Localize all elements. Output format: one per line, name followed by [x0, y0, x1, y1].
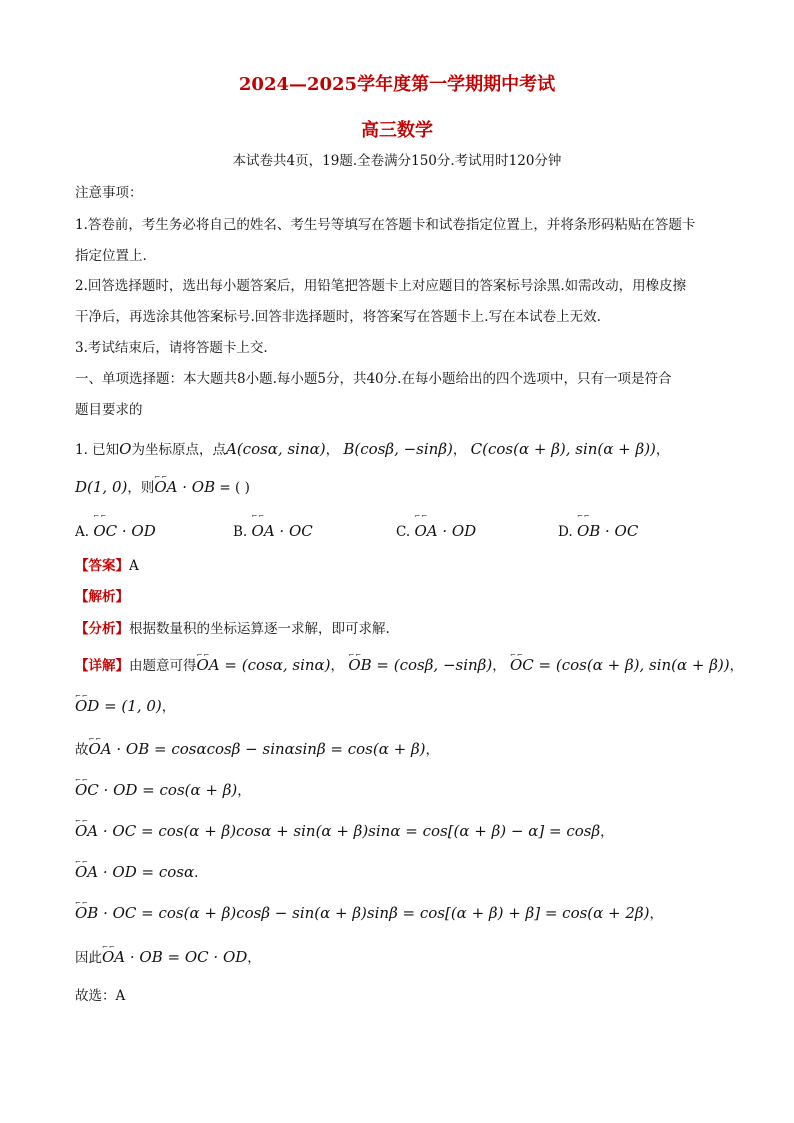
- section-heading-line-1: 一、单项选择题：本大题共8小题.每小题5分，共40分.在每小题给出的四个选项中，只有一项是符合: [75, 371, 672, 387]
- section-heading-line-2: 题目要求的: [75, 402, 143, 418]
- option-b-expr: ⌐⌐ OA · OC: [252, 522, 313, 540]
- notice-item-3: 3.考试结束后，请将答题卡上交.: [75, 340, 268, 356]
- equation-3-expr: ⌐⌐ OA · OC = cos(α + β)cosα + sin(α + β)sinα = cos[(α + β) − α] = cosβ: [75, 822, 600, 840]
- vector-ob: ⌐⌐ OB = (cosβ, −sinβ): [348, 656, 492, 674]
- equation-1-expr: ⌐⌐ OA · OB = cosαcosβ − sinαsinβ = cos(α + β): [89, 740, 426, 758]
- answer-line: [75, 557, 139, 575]
- question-1-then: ，则: [127, 480, 155, 496]
- final-answer: 故选：A: [75, 988, 126, 1004]
- option-c-expr: ⌐⌐ OA · OD: [414, 522, 476, 540]
- gu-text: 故: [75, 742, 89, 758]
- exam-subject: 高三数学: [361, 120, 433, 141]
- point-c: C(cos(α + β), sin(α + β)): [470, 440, 656, 458]
- point-b: B(cosβ, −sinβ): [343, 440, 453, 458]
- conclusion-expr: ⌐⌐ OA · OB = OC · OD: [102, 948, 247, 966]
- question-1-origin-text: 为坐标原点，点: [131, 442, 226, 458]
- notice-item-1-line-2: 指定位置上.: [75, 248, 147, 264]
- option-a-letter: A.: [75, 524, 90, 540]
- option-d-expr: ⌐⌐ OB · OC: [577, 522, 638, 540]
- notice-item-2-line-2: 干净后，再选涂其他答案标号.回答非选择题时，将答案写在答题卡上.写在本试卷上无效.: [75, 309, 601, 325]
- question-1-ask: [75, 478, 250, 497]
- option-a[interactable]: [75, 522, 156, 540]
- ask-blank: = ( ): [219, 480, 250, 496]
- fenxi-text: 根据数量积的坐标运算逐一求解，即可求解.: [129, 621, 390, 637]
- answer-label: 【答案】: [75, 558, 129, 574]
- option-a-expr: ⌐⌐ OC · OD: [93, 522, 155, 540]
- detail-line-2: ⌐⌐ OD = (1, 0)，: [75, 697, 175, 716]
- equation-3: ⌐⌐ OA · OC = cos(α + β)cosα + sin(α + β)sinα = cos[(α + β) − α] = cosβ，: [75, 822, 614, 841]
- option-d-letter: D.: [558, 524, 573, 540]
- point-d: D(1, 0): [75, 478, 128, 496]
- yinci-text: 因此: [75, 950, 102, 966]
- exam-info: 本试卷共4页，19题.全卷满分150分.考试用时120分钟: [232, 153, 562, 169]
- analysis-label: [75, 588, 129, 606]
- equation-1: 故⌐⌐ OA · OB = cosαcosβ − sinαsinβ = cos(α + β)，: [75, 740, 439, 759]
- ask-dot-product: ⌐⌐ OA · OB: [154, 478, 215, 496]
- option-d[interactable]: [558, 522, 638, 540]
- vector-oc: ⌐⌐ OC = (cos(α + β), sin(α + β)): [510, 656, 730, 674]
- point-a: A(cosα, sinα): [225, 440, 326, 458]
- detail-intro: 由题意可得: [129, 658, 197, 674]
- conclusion-line: 因此⌐⌐ OA · OB = OC · OD，: [75, 948, 261, 967]
- equation-4: ⌐⌐ OA · OD = cosα.: [75, 863, 198, 882]
- equation-5-expr: ⌐⌐ OB · OC = cos(α + β)cosβ − sin(α + β)sinβ = cos[(α + β) + β] = cos(α + 2β): [75, 904, 649, 922]
- option-b[interactable]: [233, 522, 313, 540]
- notice-heading: 注意事项：: [75, 185, 143, 201]
- detail-line-1: 【详解】由题意可得⌐⌐ OA = (cosα, sinα)， ⌐⌐ OB = (cosβ, −sinβ)， ⌐⌐ OC = (cos(α + β), sin(α + β))，: [75, 656, 743, 675]
- fenxi-line: [75, 620, 390, 638]
- option-b-letter: B.: [233, 524, 248, 540]
- notice-item-2-line-1: 2.回答选择题时，选出每小题答案后，用铅笔把答题卡上对应题目的答案标号涂黑.如需改动，用橡皮擦: [75, 278, 687, 294]
- equation-5: ⌐⌐ OB · OC = cos(α + β)cosβ − sin(α + β)sinβ = cos[(α + β) + β] = cos(α + 2β)，: [75, 904, 663, 923]
- detail-label: 【详解】: [75, 658, 129, 674]
- origin-symbol: O: [119, 440, 132, 458]
- option-c-letter: C.: [396, 524, 411, 540]
- analysis-label-text: 【解析】: [75, 589, 129, 605]
- equation-2-expr: ⌐⌐ OC · OD = cos(α + β): [75, 781, 237, 799]
- equation-4-expr: ⌐⌐ OA · OD = cosα: [75, 863, 194, 881]
- question-1-stem: 1. 已知O为坐标原点，点A(cosα, sinα)， B(cosβ, −sinβ)， C(cos(α + β), sin(α + β))，: [75, 440, 670, 458]
- answer-value: A: [129, 558, 139, 574]
- exam-title: 2024—2025学年度第一学期期中考试: [238, 74, 556, 95]
- question-1-intro: 1. 已知: [75, 442, 120, 458]
- equation-2: ⌐⌐ OC · OD = cos(α + β)，: [75, 781, 251, 800]
- notice-item-1-line-1: 1.答卷前，考生务必将自己的姓名、考生号等填写在答题卡和试卷指定位置上，并将条形码粘贴在答题卡: [75, 217, 696, 233]
- vector-oa: ⌐⌐ OA = (cosα, sinα): [197, 656, 331, 674]
- fenxi-label: 【分析】: [75, 621, 129, 637]
- vector-od: ⌐⌐ OD = (1, 0): [75, 697, 162, 715]
- option-c[interactable]: [396, 522, 476, 540]
